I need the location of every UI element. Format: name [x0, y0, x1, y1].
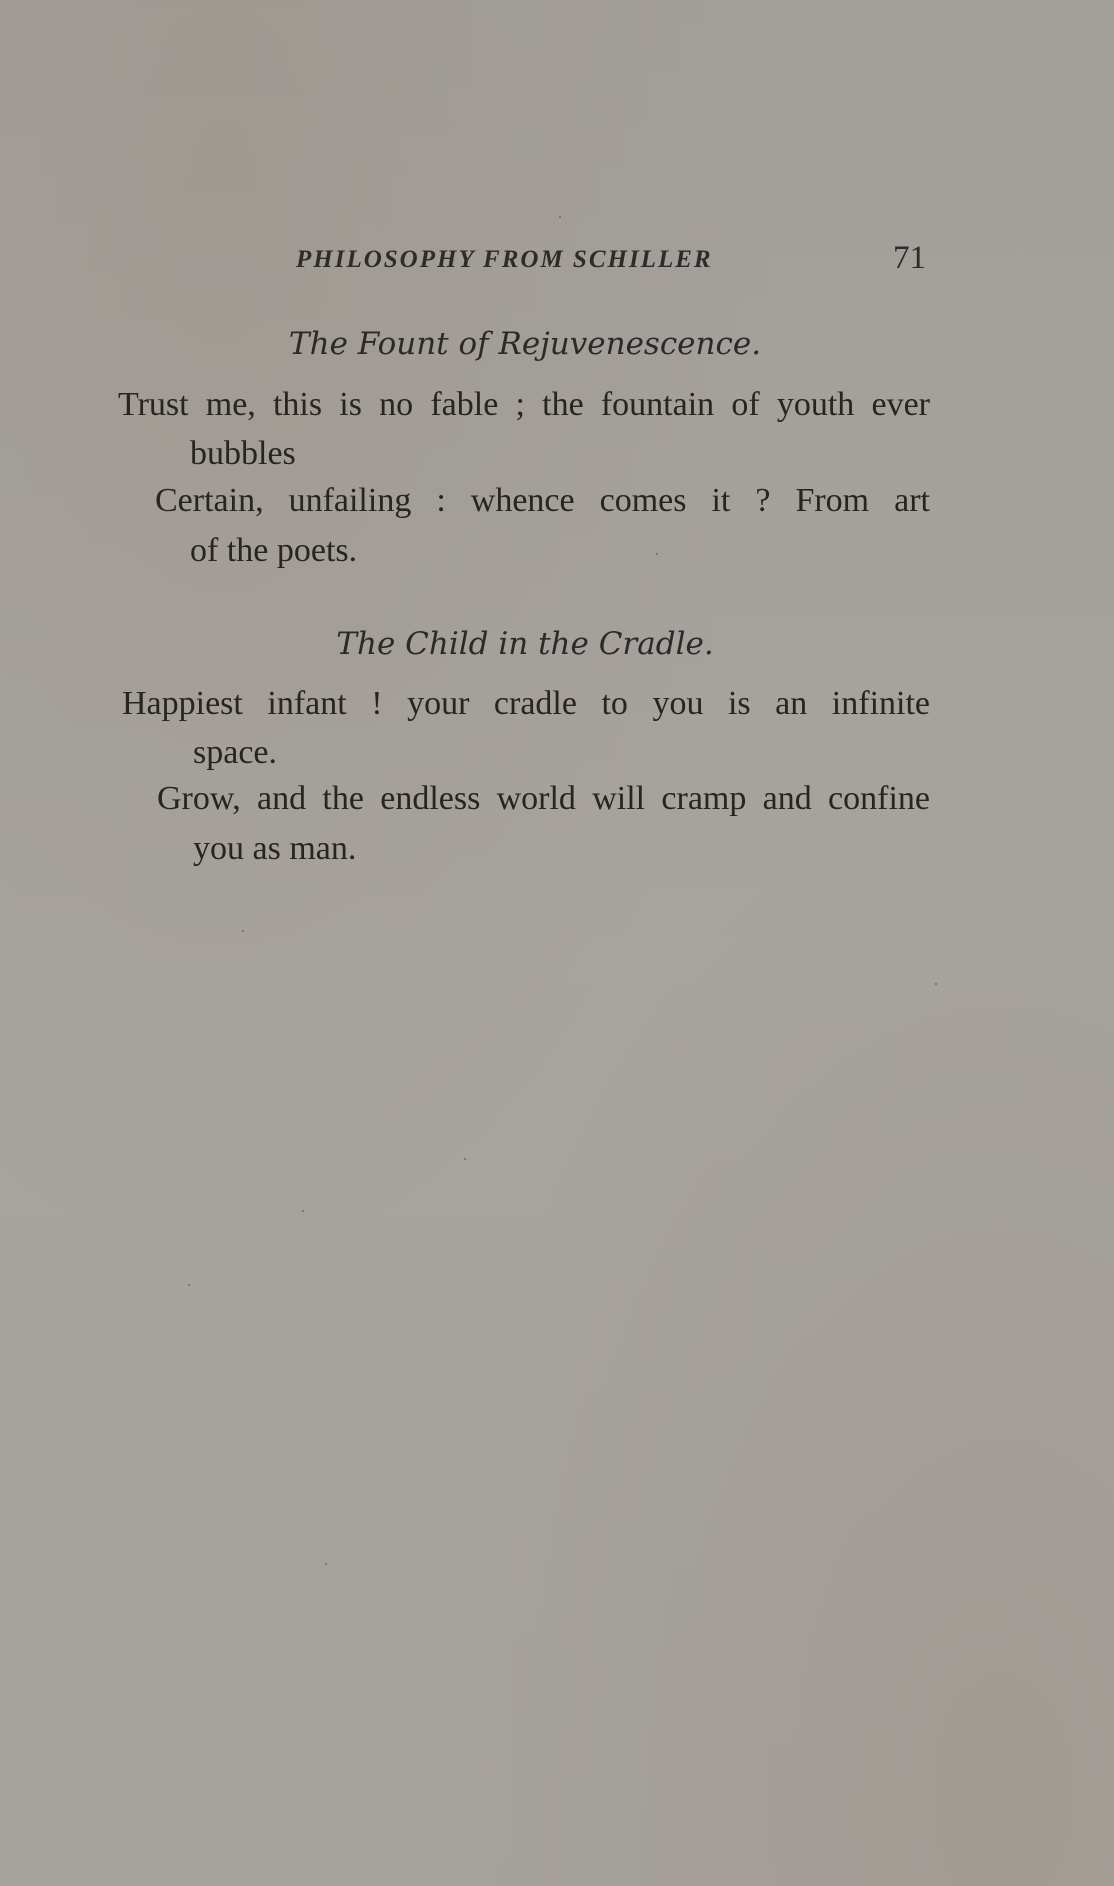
verse-line: Happiest infant ! your cradle to you is an infinite — [122, 685, 930, 722]
verse-line: Certain, unfailing : whence comes it ? From art — [155, 482, 930, 519]
page-number: 71 — [893, 240, 926, 276]
paper-speck — [464, 1158, 466, 1160]
paper-speck — [656, 553, 658, 555]
verse-line: Grow, and the endless world will cramp and confine — [157, 780, 930, 817]
paper-speck — [325, 1563, 327, 1565]
verse-line: of the poets. — [190, 532, 358, 569]
poem-title-child: The Child in the Cradle. — [336, 626, 714, 662]
paper-speck — [302, 1210, 304, 1212]
verse-line: you as man. — [193, 830, 357, 867]
poem-title-fount: The Fount of Rejuvenescence. — [288, 326, 762, 362]
verse-line: bubbles — [190, 435, 296, 472]
paper-speck — [242, 930, 244, 932]
running-head: PHILOSOPHY FROM SCHILLER — [296, 246, 713, 273]
verse-line: space. — [193, 734, 278, 771]
paper-speck — [935, 983, 937, 985]
verse-line: Trust me, this is no fable ; the fountain of youth ever — [118, 386, 930, 423]
paper-speck — [188, 1284, 190, 1286]
paper-speck — [559, 216, 561, 218]
